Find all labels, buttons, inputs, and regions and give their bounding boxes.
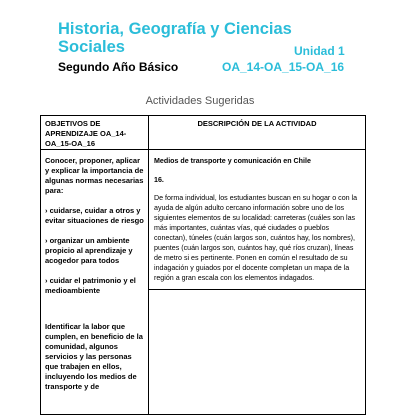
activity-header: DESCRIPCIÓN DE LA ACTIVIDAD: [197, 119, 317, 128]
column-divider: [148, 116, 149, 414]
activity-column: [154, 156, 362, 283]
objective-item: › organizar un ambiente propicio al aprendizaje y acogedor para todos: [45, 236, 133, 265]
objective-item: Identificar la labor que cumplen, en beneficio de la comunidad, algunos servicios y las personas que trabajen en ellos, incluyendo los medios de transporte y de: [45, 322, 143, 391]
activity-number: 16.: [154, 176, 164, 184]
objective-item: Conocer, proponer, aplicar y explicar la importancia de algunas normas necesarias para:: [45, 156, 144, 195]
objective-item: › cuidar el patrimonio y el medioambiente: [45, 276, 136, 295]
activities-table: [40, 115, 366, 415]
activity-title: Medios de transporte y comunicación en Chile: [154, 157, 311, 165]
section-title: Actividades Sugeridas: [145, 95, 255, 107]
objective-item: › cuidarse, cuidar a otros y evitar situaciones de riesgo: [45, 206, 144, 225]
activity-body: De forma individual, los estudiantes buscan en su hogar o con la ayuda de algún adulto cercano información sobre uno de los siguientes elementos de su localidad: carreteras (cuáles son las más importantes, cuántas vías, qué ciudades o pueblos conectan), túneles (cuán largos son, cuántos hay, los nombres), puentes (cuán largos son, cuántos hay, qué ríos cruzan), líneas de metro si es pertinente. Ponen en común el resultado de su indagación y guiados por el docente completan un mapa de la región a gran escala con los elementos indagados.: [154, 194, 358, 282]
row-divider: [148, 289, 365, 290]
grade-label: Segundo Año Básico: [58, 60, 179, 74]
unit-label: Unidad 1: [294, 44, 345, 58]
oa-codes: OA_14-OA_15-OA_16: [222, 60, 345, 74]
document-title: Historia, Geografía y Ciencias Sociales: [58, 20, 292, 56]
objectives-header: OBJETIVOS DE APRENDIZAJE OA_14-OA_15-OA_16: [45, 119, 127, 148]
header-row-divider: [41, 149, 365, 150]
objectives-column: [45, 156, 145, 402]
